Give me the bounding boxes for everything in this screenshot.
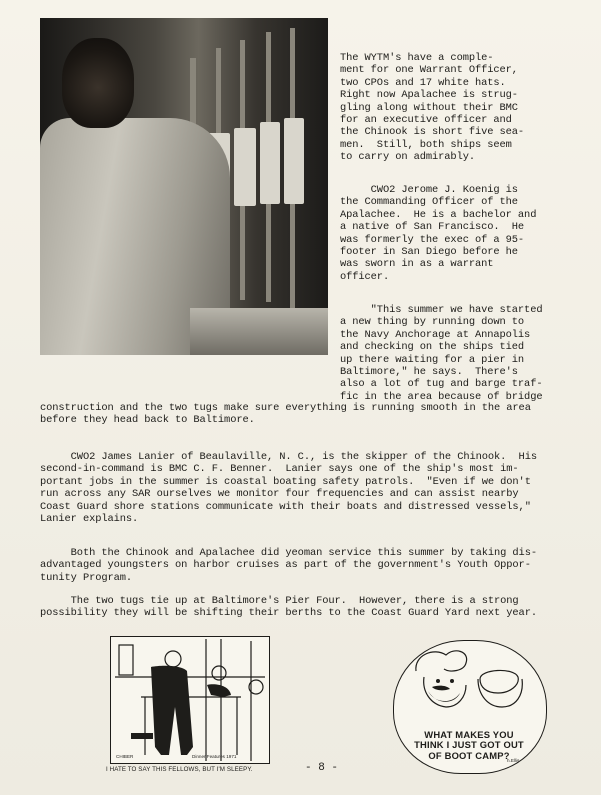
paragraph-complement: The WYTM's have a comple- ment for one Warrant Officer, two CPOs and 17 white hats. Right now Apalachee is strug- gling along without their BMC for an executive officer and the Chinook is short five sea- men. Still, both ships seem to carry on admirably. [340, 52, 525, 164]
paragraph-koenig: CWO2 Jerome J. Koenig is the Commanding Officer of the Apalachee. He is a bachelor and a native of San Francisco. He was formerly the exec of a 95- footer in San Diego before he was sworn in as a warrant officer. [340, 184, 537, 283]
cartoon-right-caption: WHAT MAKES YOU THINK I JUST GOT OUT OF BOOT CAMP? [414, 729, 524, 761]
paragraph-youth-program: Both the Chinook and Apalachee did yeoman service this summer by taking dis- advantaged youngsters on harbor cruises as part of the government's Youth Oppor- tunity Program. [40, 547, 537, 584]
page-number: - 8 - [305, 762, 339, 774]
galley-photo [40, 18, 328, 355]
sleepy-cartoon [110, 636, 270, 764]
cartoon-right-signature: h.Ellis [507, 758, 520, 763]
paragraph-navy-anchorage: "This summer we have started a new thing by running down to the Navy Anchorage at Annapolis and checking on the ships tied up there waiting for a pier in Baltimore," he says. There's also a lot of tug and barge traf- fic in the area because of bridge [340, 304, 543, 403]
paragraph-bridge-construction: construction and the two tugs make sure everything is running smooth in the area before they head back to Baltimore. [40, 402, 531, 427]
paragraph-pier-four: The two tugs tie up at Baltimore's Pier Four. However, there is a strong possibility they will be shifting their berths to the Coast Guard Yard next year. [40, 595, 537, 620]
sleepy-cartoon-drawing [111, 637, 269, 763]
cartoon-left-credit: Dinner Features 1971 [192, 754, 237, 759]
cartoon-left-signature: CHIBER [116, 754, 134, 759]
cartoon-left-caption: I HATE TO SAY THIS FELLOWS, BUT I'M SLEEPY. [106, 766, 253, 773]
paragraph-lanier: CWO2 James Lanier of Beaulaville, N. C., is the skipper of the Chinook. His second-in-command is BMC C. F. Benner. Lanier says one of the ship's most im- portant jobs in the summer is coastal boating safety patrols. "Even if we don't run across any SAR ourselves we monitor four frequencies and can assist nearby Coast Guard shore stations communicate with their boats and distressed vessels," Lanier explains. [40, 451, 537, 526]
